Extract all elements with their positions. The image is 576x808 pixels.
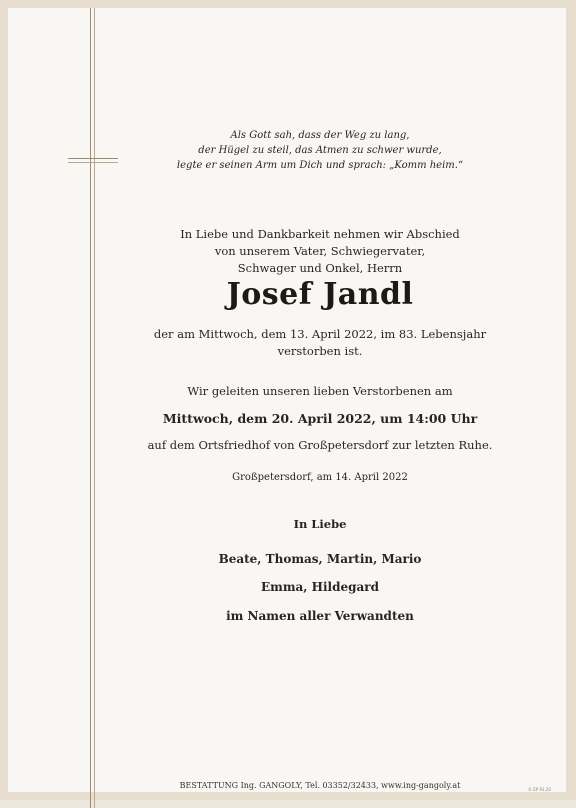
- funeral-intro: Wir geleiten unseren lieben Verstorbenen am: [187, 384, 453, 398]
- family-line-grandchildren: Emma, Hildegard: [260, 580, 380, 594]
- death-line: der am Mittwoch, dem 13. April 2022, im 83. Lebensjahr: [153, 327, 487, 341]
- funeral-date: Mittwoch, dem 20. April 2022, um 14:00 Uhr: [162, 411, 478, 426]
- cross-vertical-line-inner: [94, 8, 95, 808]
- death-line: verstorben ist.: [277, 344, 363, 358]
- funeral-home-footer: BESTATTUNG Ing. GANGOLY, Tel. 03352/32433, www.ing-gangoly.at: [179, 781, 461, 790]
- poem-line: legte er seinen Arm um Dich und sprach: „Komm heim.“: [176, 160, 464, 171]
- place-date: Großpetersdorf, am 14. April 2022: [232, 472, 408, 483]
- deceased-name: Josef Jandl: [226, 277, 414, 312]
- funeral-location: auf dem Ortsfriedhof von Großpetersdorf zur letzten Ruhe.: [147, 438, 493, 452]
- intro-text: [100, 226, 540, 277]
- cross-vertical-line: [90, 8, 91, 808]
- intro-line: Schwager und Onkel, Herrn: [237, 261, 403, 275]
- poem: [100, 128, 540, 173]
- intro-line: von unserem Vater, Schwiegervater,: [214, 244, 426, 258]
- poem-line: Als Gott sah, dass der Weg zu lang,: [230, 130, 410, 141]
- death-notice: [100, 326, 540, 360]
- form-code: © EP 91.20: [528, 787, 551, 792]
- in-love-heading: In Liebe: [293, 517, 347, 531]
- family-line-relatives: im Namen aller Verwandten: [226, 609, 414, 623]
- family-line-children: Beate, Thomas, Martin, Mario: [218, 552, 422, 566]
- intro-line: In Liebe und Dankbarkeit nehmen wir Abschied: [180, 227, 460, 241]
- poem-line: der Hügel zu steil, das Atmen zu schwer wurde,: [198, 145, 442, 156]
